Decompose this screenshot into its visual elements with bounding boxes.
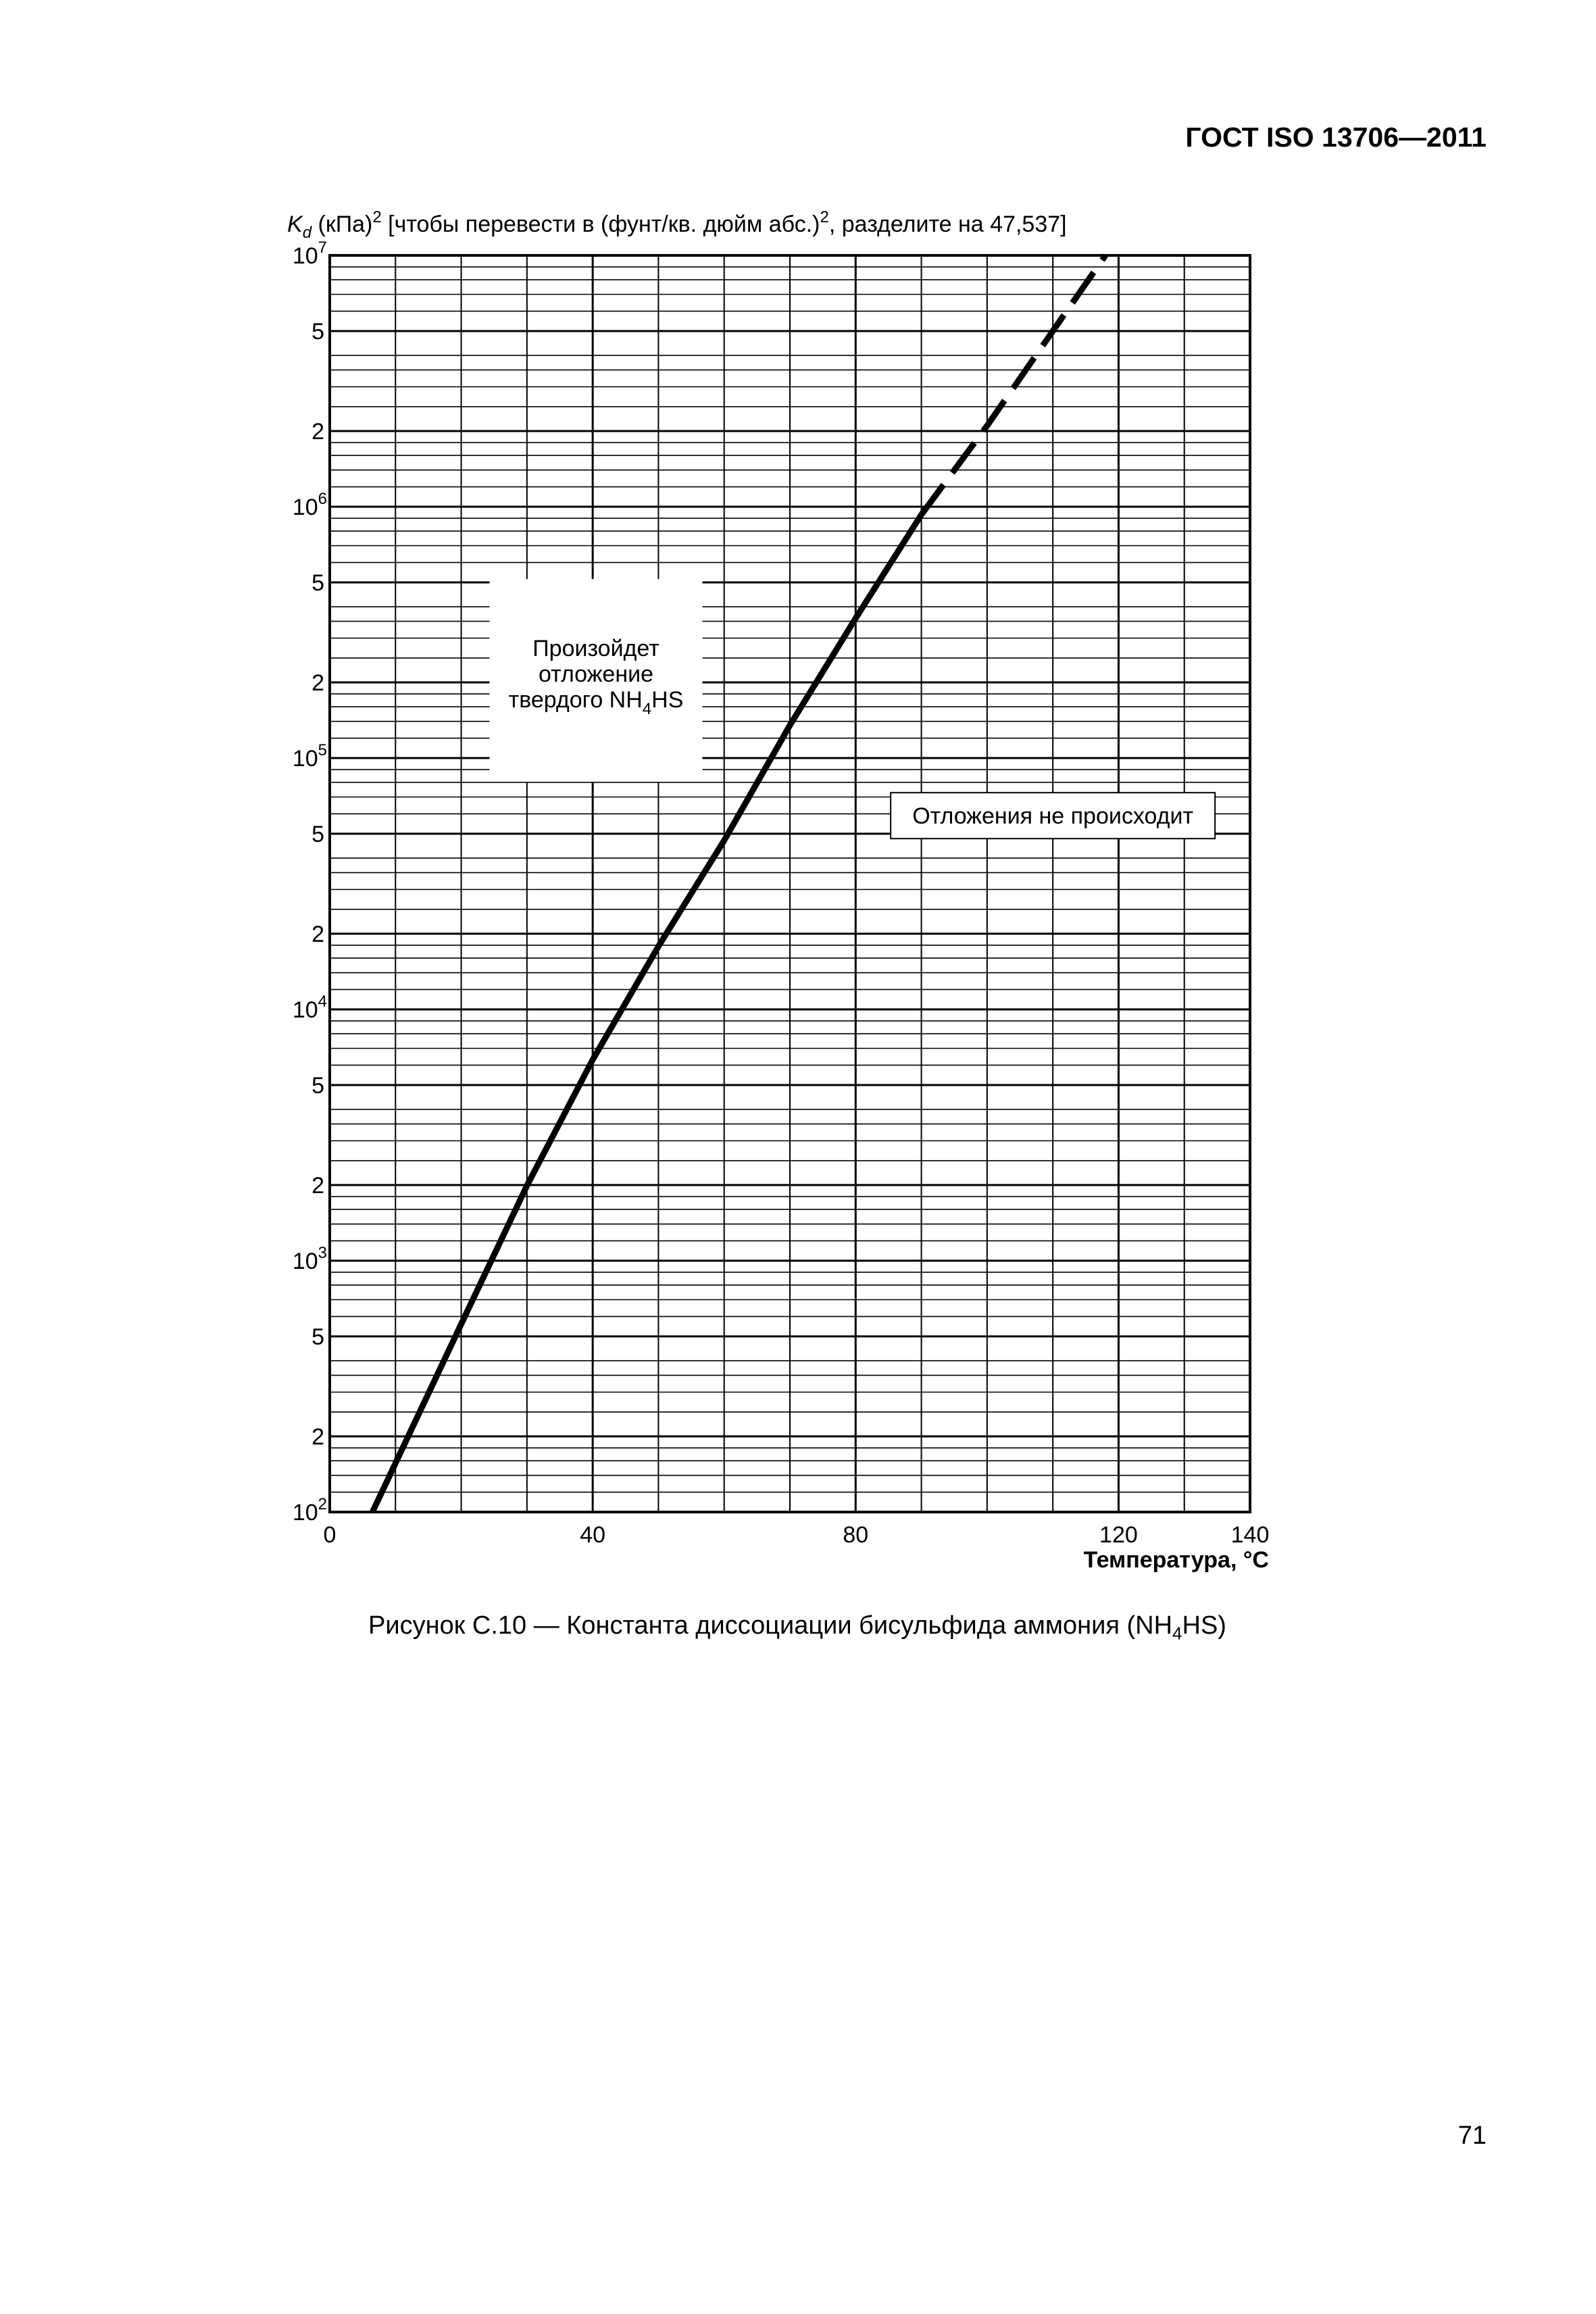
y-axis-label (287, 208, 1067, 242)
caption-subscript: 4 (1172, 1623, 1182, 1644)
y-tick-label: 5 (311, 570, 324, 596)
caption-suffix: HS) (1182, 1611, 1226, 1640)
y-tick-label (293, 1244, 327, 1274)
y-tick-base: 10 (292, 1500, 318, 1526)
y-tick-label: 5 (311, 1072, 324, 1099)
deposit-zone-line: Произойдет (532, 636, 659, 662)
y-tick-label: 5 (311, 821, 324, 847)
ylabel-symbol: K (287, 211, 303, 237)
y-tick-base: 10 (292, 495, 318, 520)
figure-caption (203, 1611, 1392, 1644)
y-tick-label: 5 (311, 318, 324, 345)
deposit-zone-line: твердого NH (508, 687, 643, 713)
data-series (372, 255, 1105, 1512)
ylabel-superscript: 2 (820, 208, 829, 226)
y-tick-exponent: 2 (318, 1495, 327, 1513)
y-tick-label: 2 (311, 922, 324, 948)
y-tick-label (293, 1495, 327, 1526)
ylabel-note-end: , разделите на 47,537] (828, 211, 1067, 237)
no-deposit-label: Отложения не происходит (912, 803, 1194, 830)
y-tick-label: 2 (311, 670, 324, 697)
deposit-zone-line: отложение (538, 661, 654, 688)
x-axis-label: Температура, °C (1083, 1547, 1269, 1573)
x-tick-label: 80 (843, 1522, 869, 1548)
x-tick-label: 0 (323, 1522, 336, 1548)
deposit-zone-subscript: 4 (642, 700, 652, 719)
y-tick-exponent: 6 (318, 490, 327, 508)
y-tick-label: 2 (311, 1173, 324, 1199)
y-tick-base: 10 (292, 1249, 318, 1274)
document-header: ГОСТ ISO 13706—2011 (1185, 122, 1487, 153)
ylabel-superscript: 2 (372, 208, 382, 226)
y-tick-label (293, 490, 327, 520)
y-tick-label: 2 (311, 1424, 324, 1451)
y-tick-label (293, 992, 327, 1023)
y-tick-label (293, 238, 327, 269)
y-tick-exponent: 3 (318, 1244, 327, 1262)
caption-prefix: Рисунок С.10 — Константа диссоциации бисульфида аммония (NH (368, 1611, 1173, 1640)
x-tick-label: 40 (580, 1522, 606, 1548)
y-tick-base: 10 (292, 997, 318, 1023)
y-tick-label: 5 (311, 1324, 324, 1350)
y-tick-label: 2 (311, 419, 324, 445)
tick-labels (293, 238, 1270, 1548)
grid (330, 255, 1250, 1512)
y-tick-base: 10 (292, 746, 318, 772)
ylabel-unit: (кПа) (311, 211, 373, 237)
ylabel-subscript: d (302, 224, 312, 242)
y-tick-exponent: 4 (318, 992, 327, 1011)
deposit-zone-line-end: HS (651, 687, 684, 713)
page-number: 71 (1457, 2121, 1487, 2150)
x-tick-label: 120 (1099, 1522, 1138, 1548)
y-tick-exponent: 7 (318, 238, 327, 257)
y-tick-exponent: 5 (318, 741, 327, 759)
ylabel-note: [чтобы перевести в (фунт/кв. дюйм абс.) (381, 211, 820, 237)
y-tick-base: 10 (292, 243, 318, 269)
y-tick-label (293, 741, 327, 772)
x-tick-label: 140 (1230, 1522, 1270, 1548)
